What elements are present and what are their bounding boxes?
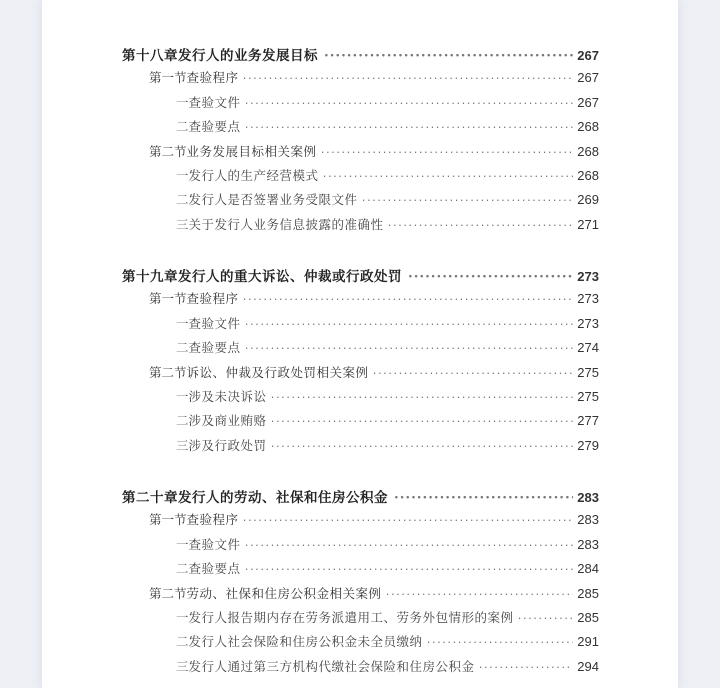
dot-leader bbox=[245, 120, 574, 134]
toc-item-entry-page-number: 277 bbox=[577, 413, 599, 429]
toc-item-entry[interactable] bbox=[176, 535, 599, 553]
toc-item-entry[interactable] bbox=[176, 190, 599, 208]
toc-item-entry-number: 二 bbox=[176, 635, 189, 650]
toc-section-entry-page-number: 285 bbox=[577, 585, 599, 601]
toc-item-entry-number: 三 bbox=[176, 217, 189, 232]
toc-section-entry-title: 劳动、社保和住房公积金相关案例 bbox=[186, 586, 382, 601]
toc-section-entry-page-number: 275 bbox=[577, 364, 599, 380]
dot-leader bbox=[394, 490, 573, 506]
toc-section-entry-number: 第一节 bbox=[149, 71, 187, 86]
toc-section-entry-title: 查验程序 bbox=[186, 71, 239, 86]
toc-item-entry-title: 查验文件 bbox=[188, 95, 241, 110]
toc-section-entry-number: 第二节 bbox=[149, 144, 187, 159]
toc-chapter-entry-page-number: 273 bbox=[577, 269, 599, 284]
toc-chapter-entry-title: 发行人的业务发展目标 bbox=[178, 48, 318, 64]
toc-item-entry[interactable] bbox=[176, 166, 599, 184]
toc-item-entry[interactable] bbox=[176, 215, 599, 233]
toc-section-entry-number: 第一节 bbox=[149, 292, 187, 307]
dot-leader bbox=[245, 538, 574, 552]
toc-section-entry-number: 第二节 bbox=[149, 365, 187, 380]
toc-item-entry[interactable] bbox=[176, 338, 599, 356]
toc-section-entry[interactable] bbox=[149, 68, 599, 86]
toc-item-entry-number: 一 bbox=[176, 169, 189, 183]
dot-leader bbox=[479, 660, 574, 674]
toc-item-entry-page-number: 267 bbox=[577, 94, 599, 110]
toc-item-entry-number: 一 bbox=[176, 611, 189, 625]
toc-item-entry-number: 一 bbox=[176, 390, 189, 404]
dot-leader bbox=[243, 513, 574, 527]
toc-item-entry-page-number: 279 bbox=[577, 437, 599, 453]
toc-chapter-entry-page-number: 283 bbox=[577, 490, 599, 505]
toc-chapter-entry-number: 第二十章 bbox=[122, 490, 178, 506]
dot-leader bbox=[427, 635, 574, 649]
toc-item-entry-number: 二 bbox=[176, 193, 189, 208]
dot-leader bbox=[271, 390, 574, 404]
toc-section-entry-page-number: 268 bbox=[577, 143, 599, 159]
toc-item-entry-title: 查验要点 bbox=[188, 562, 241, 577]
toc-item-entry-number: 三 bbox=[176, 659, 189, 674]
toc-item-entry-title: 查验文件 bbox=[188, 537, 241, 552]
dot-leader bbox=[245, 341, 574, 355]
toc-item-entry-title: 发行人通过第三方机构代缴社会保险和住房公积金 bbox=[188, 659, 475, 674]
toc-section-entry-title: 查验程序 bbox=[186, 513, 239, 528]
toc-item-entry-page-number: 283 bbox=[577, 536, 599, 552]
toc-item-entry-number: 二 bbox=[176, 341, 189, 356]
toc-item-entry-page-number: 275 bbox=[577, 389, 599, 404]
toc-section-entry[interactable] bbox=[149, 289, 599, 307]
dot-leader bbox=[362, 193, 574, 207]
dot-leader bbox=[245, 562, 574, 576]
toc-item-entry-title: 涉及商业贿赂 bbox=[188, 414, 267, 429]
toc-chapter-entry[interactable] bbox=[122, 486, 599, 506]
toc-item-entry[interactable] bbox=[176, 608, 599, 626]
toc-item-entry-number: 一 bbox=[176, 537, 189, 552]
document-page bbox=[42, 0, 678, 688]
toc-item-entry-title: 查验文件 bbox=[188, 316, 241, 331]
toc-section-entry[interactable] bbox=[149, 510, 599, 528]
toc-item-entry[interactable] bbox=[176, 632, 599, 650]
dot-leader bbox=[386, 587, 574, 601]
toc-item-entry-number: 二 bbox=[176, 414, 189, 429]
toc-item-entry-title: 关于发行人业务信息披露的准确性 bbox=[188, 217, 384, 232]
toc-item-entry-page-number: 271 bbox=[577, 216, 599, 232]
dot-leader bbox=[408, 269, 573, 285]
toc-item-entry-number: 一 bbox=[176, 316, 189, 331]
toc-item-entry-page-number: 294 bbox=[577, 658, 599, 674]
toc-item-entry-title: 涉及未决诉讼 bbox=[188, 390, 267, 404]
toc-item-entry-page-number: 291 bbox=[577, 634, 599, 650]
dot-leader bbox=[388, 218, 574, 232]
toc-chapter-entry-title: 发行人的劳动、社保和住房公积金 bbox=[178, 490, 388, 506]
dot-leader bbox=[243, 292, 574, 306]
toc-section-entry[interactable] bbox=[149, 142, 599, 160]
toc-chapter-entry-number: 第十八章 bbox=[122, 48, 178, 64]
toc-item-entry-number: 三 bbox=[176, 438, 189, 453]
toc-item-entry-title: 查验要点 bbox=[188, 341, 241, 356]
toc-item-entry-number: 二 bbox=[176, 120, 189, 135]
dot-leader bbox=[245, 96, 574, 110]
toc-section-entry-title: 诉讼、仲裁及行政处罚相关案例 bbox=[186, 365, 369, 380]
dot-leader bbox=[245, 317, 574, 331]
toc-item-entry-page-number: 269 bbox=[577, 192, 599, 208]
dot-leader bbox=[321, 145, 574, 159]
toc-item-entry[interactable] bbox=[176, 559, 599, 577]
toc-item-entry-title: 发行人是否签署业务受限文件 bbox=[188, 193, 358, 208]
toc-item-entry[interactable] bbox=[176, 436, 599, 454]
toc-item-entry-title: 查验要点 bbox=[188, 120, 241, 135]
dot-leader bbox=[271, 414, 574, 428]
toc-item-entry[interactable] bbox=[176, 387, 599, 405]
toc-section-entry-page-number: 283 bbox=[577, 512, 599, 528]
toc-item-entry[interactable] bbox=[176, 657, 599, 675]
toc-section-entry[interactable] bbox=[149, 584, 599, 602]
toc-chapter-entry[interactable] bbox=[122, 44, 599, 64]
toc-section-entry[interactable] bbox=[149, 363, 599, 381]
toc-item-entry[interactable] bbox=[176, 93, 599, 111]
dot-leader bbox=[271, 439, 574, 453]
dot-leader bbox=[373, 366, 574, 380]
toc-chapter-entry-number: 第十九章 bbox=[122, 269, 178, 285]
toc-item-entry[interactable] bbox=[176, 411, 599, 429]
dot-leader bbox=[323, 169, 574, 183]
toc-item-entry[interactable] bbox=[176, 314, 599, 332]
toc-item-entry-page-number: 268 bbox=[577, 119, 599, 135]
toc-chapter-entry-title: 发行人的重大诉讼、仲裁或行政处罚 bbox=[178, 269, 402, 285]
toc-item-entry-title: 发行人社会保险和住房公积金未全员缴纳 bbox=[188, 635, 423, 650]
toc-item-entry-number: 一 bbox=[176, 95, 189, 110]
toc-item-entry-title: 发行人的生产经营模式 bbox=[188, 169, 319, 183]
toc-item-entry-title: 涉及行政处罚 bbox=[188, 438, 267, 453]
toc-section-entry-page-number: 273 bbox=[577, 291, 599, 307]
toc-section-entry-number: 第二节 bbox=[149, 586, 187, 601]
toc-section-entry-number: 第一节 bbox=[149, 513, 187, 528]
dot-leader bbox=[518, 611, 574, 625]
toc-item-entry-page-number: 273 bbox=[577, 315, 599, 331]
toc-section-entry-title: 查验程序 bbox=[186, 292, 239, 307]
dot-leader bbox=[243, 71, 574, 85]
toc-section-entry-page-number: 267 bbox=[577, 70, 599, 86]
toc-section-entry-title: 业务发展目标相关案例 bbox=[186, 144, 317, 159]
toc-item-entry-page-number: 268 bbox=[577, 168, 599, 183]
dot-leader bbox=[324, 48, 573, 64]
toc-item-entry[interactable] bbox=[176, 117, 599, 135]
toc-item-entry-number: 二 bbox=[176, 562, 189, 577]
toc-chapter-entry[interactable] bbox=[122, 265, 599, 285]
toc-item-entry-page-number: 284 bbox=[577, 561, 599, 577]
toc-item-entry-page-number: 285 bbox=[577, 610, 599, 625]
toc-chapter-entry-page-number: 267 bbox=[577, 48, 599, 63]
toc-item-entry-title: 发行人报告期内存在劳务派遣用工、劳务外包情形的案例 bbox=[188, 611, 514, 625]
toc-item-entry-page-number: 274 bbox=[577, 340, 599, 356]
